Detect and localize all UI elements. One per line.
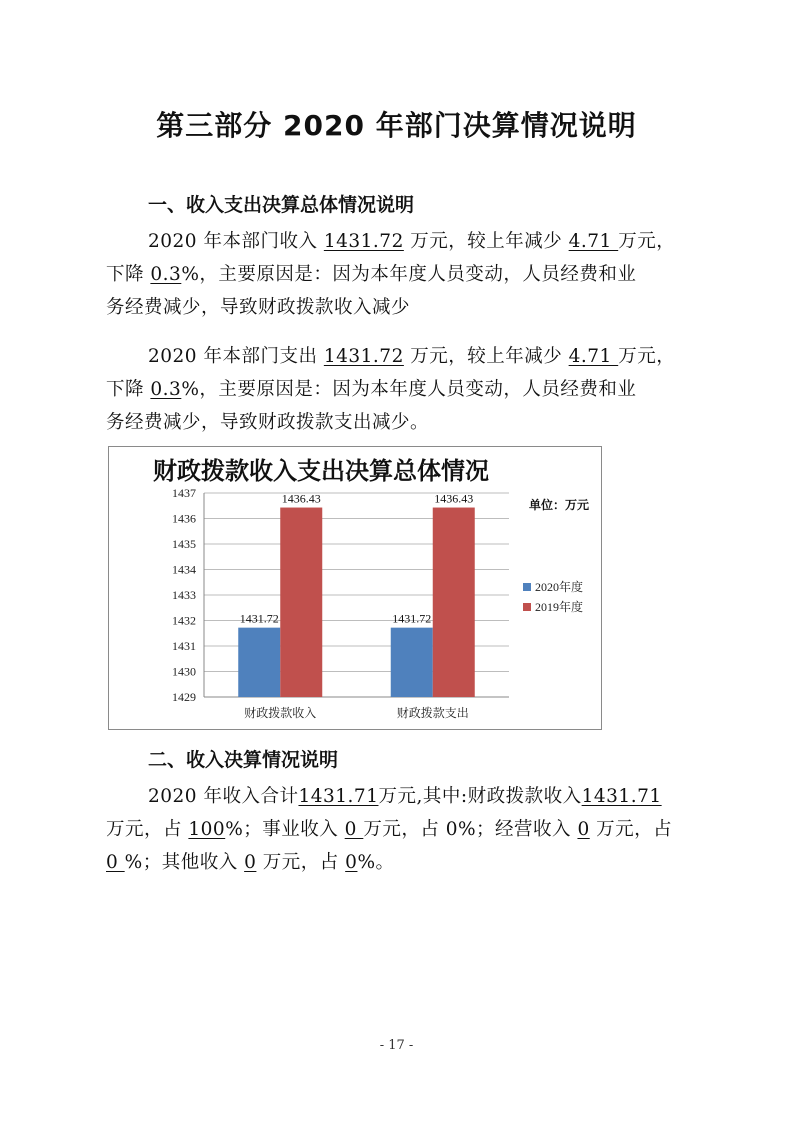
y-tick-label: 1431 [172,639,196,653]
legend-label: 2019年度 [535,600,584,614]
category-label: 财政拨款收入 [244,706,317,720]
paragraph-line: 务经费减少，导致财政拨款支出减少。 [106,412,430,433]
bar-2020 [391,628,433,697]
operating-income-share: 0 [106,852,125,873]
data-label: 1436.43 [434,491,474,506]
paragraph-income-detail [106,780,694,879]
y-tick-label: 1434 [172,562,196,577]
data-label: 1431.72 [392,611,432,626]
business-income: 0 [344,819,364,840]
expense-decrease-rate: 0.3 [150,379,182,400]
paragraph-income [106,225,694,324]
chart-frame [108,446,602,730]
bar-2020 [238,628,280,697]
legend-swatch [523,583,531,591]
other-income: 0 [244,852,257,873]
data-label: 1431.72 [239,611,279,626]
category-label: 财政拨款支出 [396,706,469,720]
fiscal-income: 1431.71 [581,786,662,807]
paragraph-line: 下降 0.3%，主要原因是：因为本年度人员变动，人员经费和业 [106,264,637,285]
y-tick-label: 1432 [172,613,196,628]
paragraph-line: 2020 年本部门收入 1431.72 万元，较上年减少 4.71 万元， [148,231,676,252]
paragraph-expense [106,340,694,439]
legend-label: 2020年度 [535,580,584,594]
expense-amount: 1431.72 [323,346,404,367]
bar-2019 [280,508,322,697]
paragraph-line: 2020 年收入合计1431.71万元,其中:财政拨款收入1431.71 [148,786,662,807]
page-number: - 17 - [379,1038,414,1053]
section-heading-2: 二、收入决算情况说明 [148,749,339,771]
operating-income: 0 [577,819,590,840]
y-tick-label: 1436 [172,511,196,526]
expense-decrease: 4.71 [568,346,619,367]
paragraph-line: 务经费减少，导致财政拨款收入减少 [106,297,411,318]
legend-swatch [523,603,531,611]
section-heading-1: 一、收入支出决算总体情况说明 [148,194,415,216]
y-tick-label: 1429 [172,690,196,704]
y-tick-label: 1435 [172,537,196,551]
paragraph-line: 下降 0.3%，主要原因是：因为本年度人员变动，人员经费和业 [106,379,637,400]
y-tick-label: 1433 [172,588,196,602]
income-decrease: 4.71 [568,231,619,252]
bar-chart [109,447,603,731]
y-tick-label: 1437 [172,486,196,500]
income-decrease-rate: 0.3 [150,264,182,285]
paragraph-line: 0 %；其他收入 0 万元，占 0%。 [106,852,395,873]
paragraph-line: 2020 年本部门支出 1431.72 万元，较上年减少 4.71 万元， [148,346,676,367]
page-title: 第三部分 2020 年部门决算情况说明 [156,109,637,142]
fiscal-income-share: 100 [188,819,226,840]
y-tick-label: 1430 [172,664,196,679]
chart-title: 财政拨款收入支出决算总体情况 [153,456,489,485]
chart-unit-label: 单位：万元 [529,498,590,512]
paragraph-line: 万元，占 100%；事业收入 0 万元，占 0%；经营收入 0 万元，占 [106,819,673,840]
bar-2019 [433,508,475,697]
income-amount: 1431.72 [323,231,404,252]
total-income: 1431.71 [298,786,379,807]
other-income-share: 0 [345,852,358,873]
data-label: 1436.43 [281,491,321,506]
